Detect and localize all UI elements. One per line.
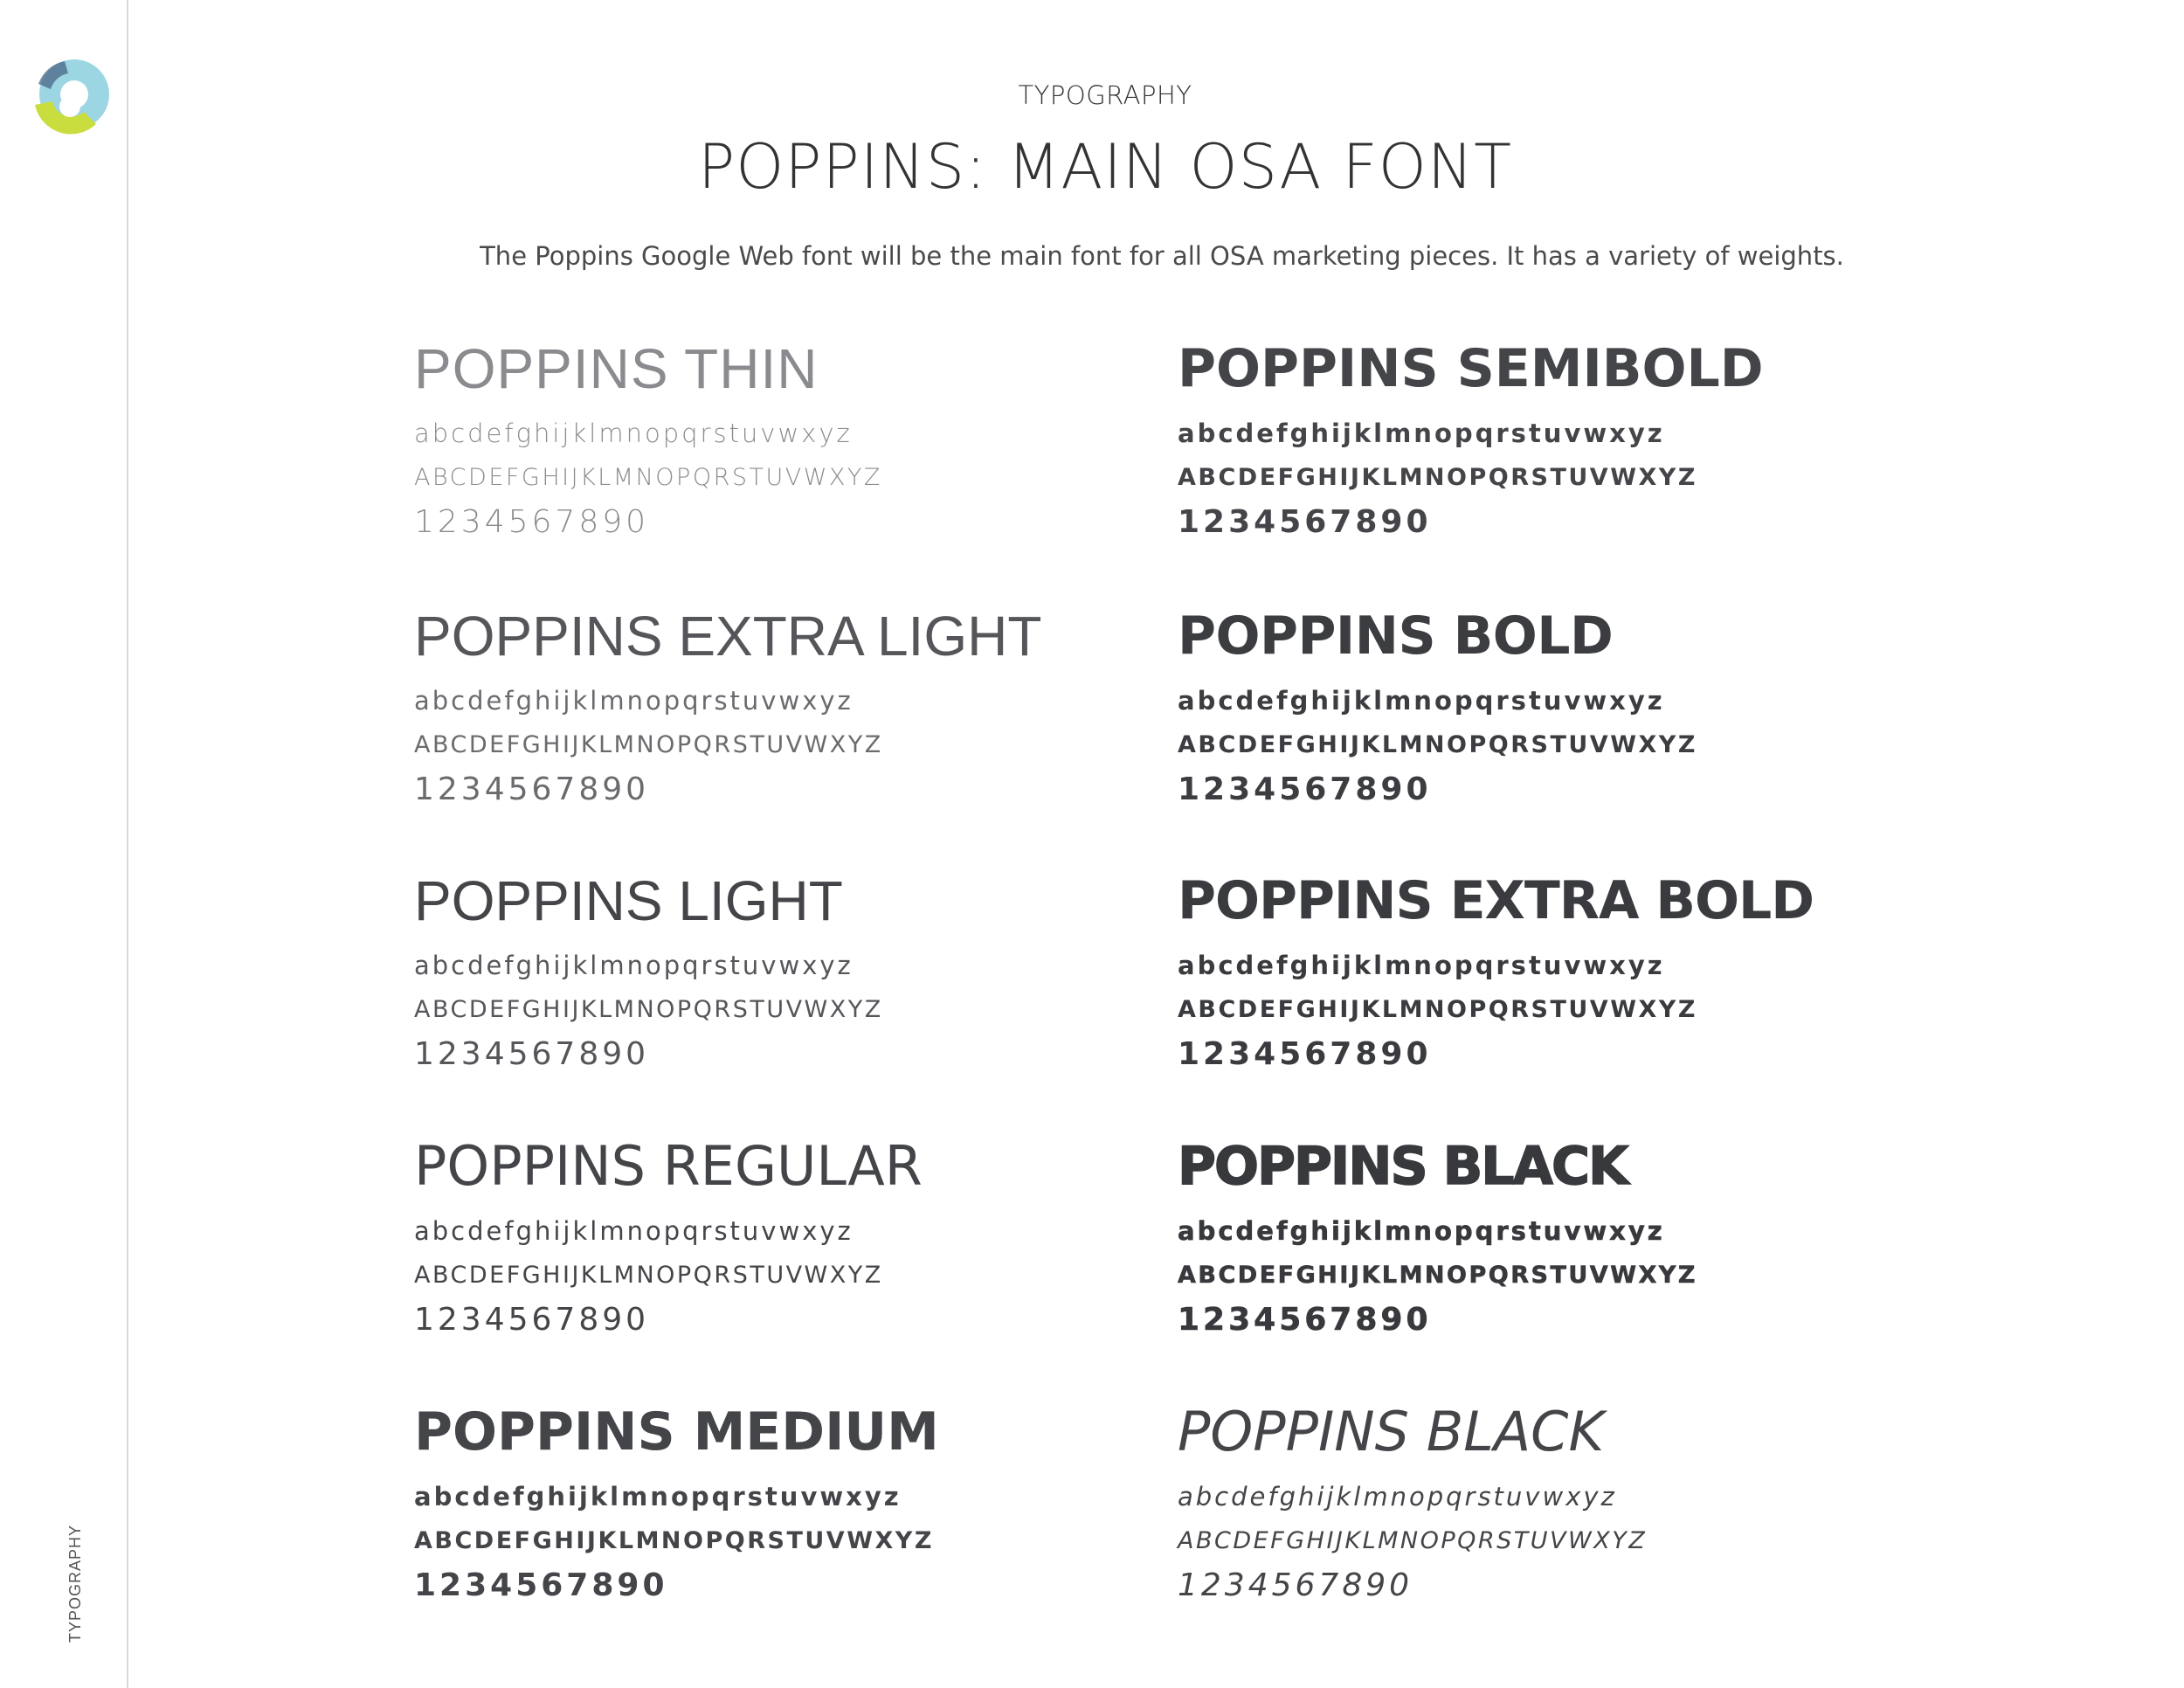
specimen-uppercase: ABCDEFGHIJKLMNOPQRSTUVWXYZ (1178, 1527, 1648, 1554)
specimen-lowercase: abcdefghijklmnopqrstuvwxyz (1178, 419, 1665, 448)
specimen-uppercase: ABCDEFGHIJKLMNOPQRSTUVWXYZ (1178, 464, 1697, 491)
specimen-digits: 1234567890 (414, 771, 650, 807)
specimen-poppins-light (414, 868, 1183, 1074)
specimen-digits: 1234567890 (414, 504, 650, 540)
specimen-poppins-thin (414, 336, 1183, 542)
specimen-lowercase: abcdefghijklmnopqrstuvwxyz (1178, 1216, 1665, 1246)
specimen-digits: 1234567890 (1178, 1567, 1413, 1603)
specimen-name: POPPINS EXTRA LIGHT (414, 605, 1042, 668)
specimen-poppins-medium (414, 1399, 1183, 1605)
specimen-digits: 1234567890 (1178, 504, 1432, 540)
section-label: TYPOGRAPHY (1018, 80, 1192, 110)
specimen-lowercase: abcdefghijklmnopqrstuvwxyz (414, 1482, 902, 1512)
specimen-name: POPPINS BLACK (1178, 1136, 1628, 1197)
specimen-lowercase: abcdefghijklmnopqrstuvwxyz (414, 951, 854, 980)
specimen-lowercase: abcdefghijklmnopqrstuvwxyz (1178, 951, 1665, 980)
specimen-lowercase: abcdefghijklmnopqrstuvwxyz (414, 686, 854, 716)
specimen-name: POPPINS SEMIBOLD (1178, 338, 1764, 399)
specimen-digits: 1234567890 (1178, 1302, 1432, 1338)
specimen-name: POPPINS BOLD (1178, 605, 1614, 667)
specimen-lowercase: abcdefghijklmnopqrstuvwxyz (1178, 1482, 1617, 1512)
specimen-uppercase: ABCDEFGHIJKLMNOPQRSTUVWXYZ (414, 464, 882, 491)
specimen-name: POPPINS THIN (414, 337, 819, 400)
specimen-uppercase: ABCDEFGHIJKLMNOPQRSTUVWXYZ (414, 996, 883, 1023)
specimen-lowercase: abcdefghijklmnopqrstuvwxyz (1178, 686, 1665, 716)
vertical-section-label: TYPOGRAPHY (66, 1524, 84, 1643)
page-title: POPPINS: MAIN OSA FONT (698, 131, 1512, 203)
specimen-uppercase: ABCDEFGHIJKLMNOPQRSTUVWXYZ (414, 731, 883, 758)
specimen-uppercase: ABCDEFGHIJKLMNOPQRSTUVWXYZ (414, 1527, 934, 1554)
specimen-name: POPPINS REGULAR (414, 1134, 923, 1198)
specimen-poppins-extra-bold (1178, 868, 1946, 1074)
specimen-name: POPPINS LIGHT (414, 869, 843, 932)
specimen-uppercase: ABCDEFGHIJKLMNOPQRSTUVWXYZ (1178, 996, 1697, 1023)
specimen-poppins-black (1178, 1133, 1946, 1339)
specimen-digits: 1234567890 (1178, 771, 1432, 807)
intro-text: The Poppins Google Web font will be the main font for all OSA marketing pieces. It has a variety of weights. (480, 241, 1844, 271)
specimen-poppins-bold (1178, 603, 1946, 809)
specimen-poppins-extra-light (414, 603, 1183, 809)
specimen-poppins-regular (414, 1133, 1183, 1339)
specimen-poppins-semibold (1178, 336, 1946, 542)
specimen-name: POPPINS MEDIUM (414, 1401, 939, 1463)
specimen-digits: 1234567890 (414, 1567, 668, 1603)
specimen-lowercase: abcdefghijklmnopqrstuvwxyz (414, 419, 853, 448)
specimen-digits: 1234567890 (1178, 1036, 1432, 1072)
specimen-digits: 1234567890 (414, 1036, 650, 1072)
specimen-name: POPPINS BLACK (1178, 1400, 1605, 1463)
specimen-uppercase: ABCDEFGHIJKLMNOPQRSTUVWXYZ (414, 1262, 883, 1289)
specimen-digits: 1234567890 (414, 1302, 650, 1338)
specimen-poppins-black-italic (1178, 1399, 1946, 1605)
specimen-uppercase: ABCDEFGHIJKLMNOPQRSTUVWXYZ (1178, 1262, 1697, 1289)
specimen-uppercase: ABCDEFGHIJKLMNOPQRSTUVWXYZ (1178, 731, 1697, 758)
specimen-lowercase: abcdefghijklmnopqrstuvwxyz (414, 1216, 854, 1246)
specimen-name: POPPINS EXTRA BOLD (1178, 870, 1814, 931)
